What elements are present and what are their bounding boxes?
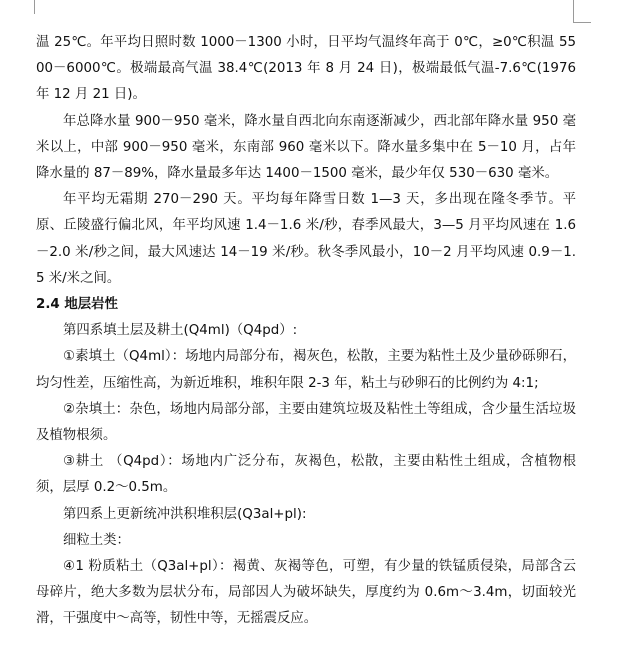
paragraph-plain-fill: ①素填土（Q4ml）：场地内局部分布，褐灰色，松散，主要为粘性土及少量砂砾卵石，均匀性差，压缩性高，为新近堆积，堆积年限 2-3 年，粘土与砂卵石的比例约为 4:1; — [36, 349, 576, 391]
paragraph-silty-clay: ④1 粉质粘土（Q3al+pl）：褐黄、灰褐等色，可塑，有少量的铁锰质侵染，局部含云母碎片，绝大多数为层状分布，局部因人为破坏缺失，厚度约为 0.6m～3.4m，切面较光滑，干强度中～高等，韧性中等，无摇震反应。 — [36, 559, 576, 627]
document-body — [36, 30, 576, 633]
paragraph-climate-wind: 年平均无霜期 270－290 天。平均每年降雪日数 1—3 天，多出现在隆冬季节。平原、丘陵盛行偏北风，年平均风速 1.4－1.6 米/秒，春季风最大，3—5 月平均风速在 1.6－2.0 米/秒之间，最大风速达 14－19 米/秒。秋冬季风最小，10－2 月平均风速 0.9－1.5 米/米之间。 — [36, 192, 576, 286]
paragraph-q4-title: 第四系填土层及耕土(Q4ml)（Q4pd）: — [63, 323, 298, 339]
crop-mark-top-right-horizontal — [573, 22, 591, 23]
paragraph-cultivated-soil: ③耕土 （Q4pd）：场地内广泛分布，灰褐色，松散，主要由粘性土组成，含植物根须，层厚 0.2～0.5m。 — [36, 454, 576, 496]
paragraph-fine-soil-title: 细粒土类： — [63, 532, 130, 548]
crop-mark-top-right-vertical — [573, 0, 574, 22]
crop-mark-top-left — [34, 0, 35, 14]
section-heading: 2.4 地层岩性 — [36, 297, 118, 313]
paragraph-miscellaneous-fill: ②杂填土：杂色，场地内局部分部，主要由建筑垃圾及粘性土等组成，含少量生活垃圾及植物根须。 — [36, 401, 576, 444]
paragraph-climate-temperature: 温 25℃。年平均日照时数 1000－1300 小时，日平均气温终年高于 0℃，≥0℃积温 5500－6000℃。极端最高气温 38.4℃(2013 年 8 月 24 日)，极端最低气温-7.6℃(1976 年 12 月 21 日)。 — [36, 35, 576, 103]
paragraph-q3-title: 第四系上更新统冲洪积堆积层(Q3al+pl): — [63, 506, 307, 522]
paragraph-climate-precipitation: 年总降水量 900－950 毫米，降水量自西北向东南逐渐减少，西北部年降水量 950 毫米以上，中部 900－950 毫米，东南部 960 毫米以下。降水量多集中在 5－10 月，占年降水量的 87－89%，降水量最多年达 1400－1500 毫米，最少年仅 530－630 毫米。 — [36, 113, 576, 182]
